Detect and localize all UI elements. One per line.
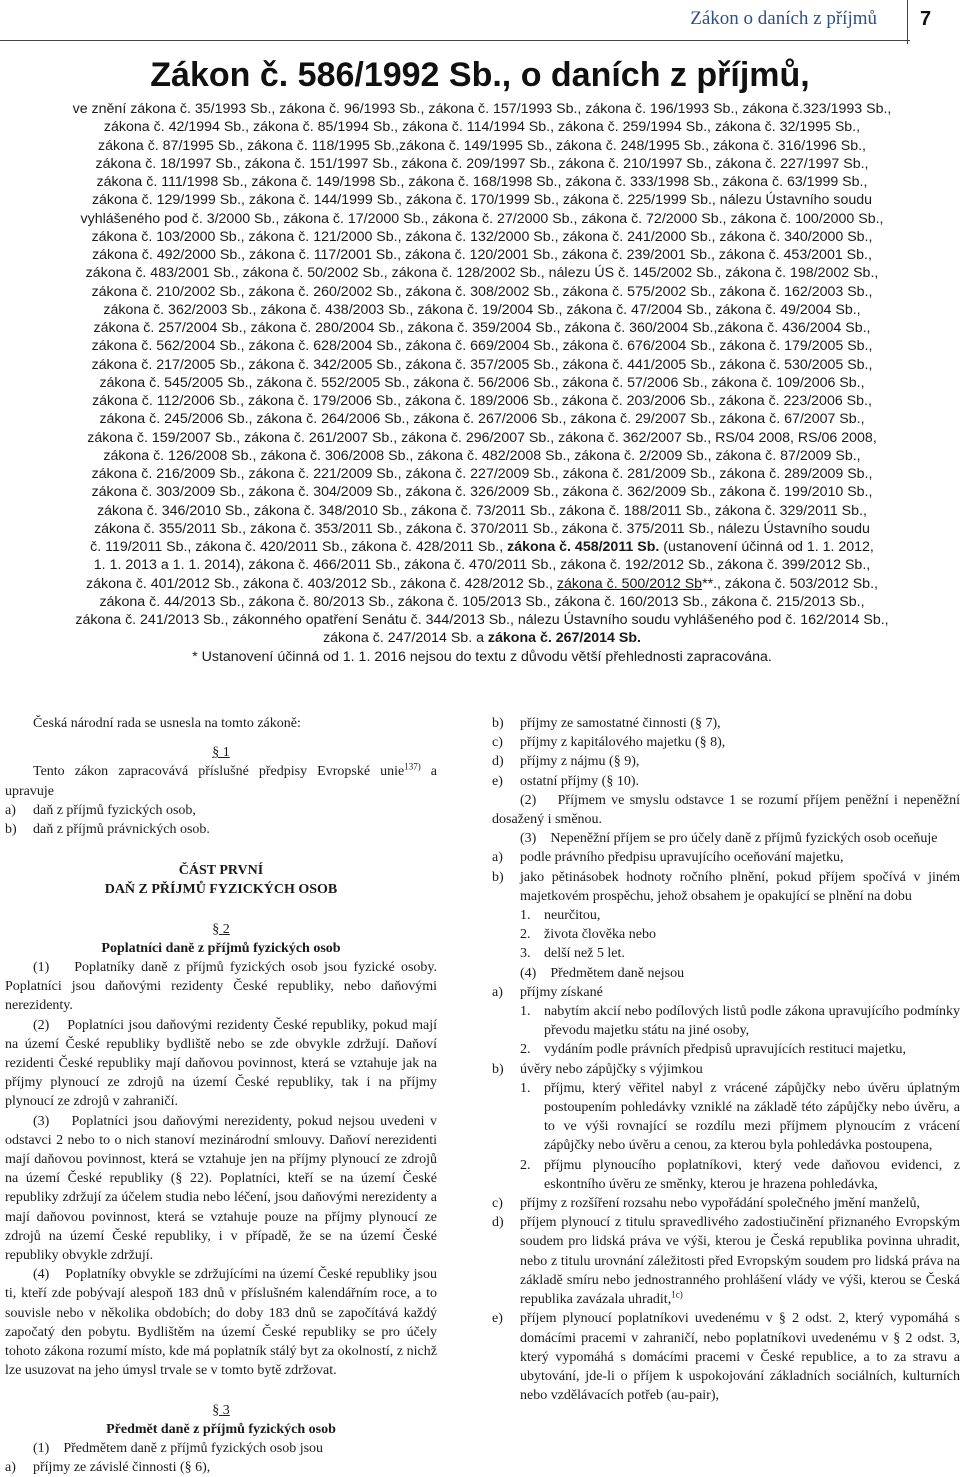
paragraph: (4) Předmětem daně nejsou [520,965,685,981]
amendment-line: zákona č. 492/2000 Sb., zákona č. 117/2001 Sb., zákona č. 120/2001 Sb., zákona č. 239/2001 Sb., zákona č. 453/2001 Sb., [92,247,872,263]
amendment-line: 1. 1. 2013 a 1. 1. 2014), zákona č. 466/2011 Sb., zákona č. 470/2011 Sb., zákona č. 192/2012 Sb., zákona č. 399/2012 Sb., [93,557,871,574]
amendment-line: č. 119/2011 Sb., zákona č. 420/2011 Sb., zákona č. 428/2011 Sb., zákona č. 458/2011 Sb. (ustanovení účinná od 1. 1. 2012, [90,539,874,555]
amendment-line: zákona č. 545/2005 Sb., zákona č. 552/2005 Sb., zákona č. 56/2006 Sb., zákona č. 57/2006 Sb., zákona č. 109/2006 Sb., [99,374,865,391]
amendment-line: zákona č. 562/2004 Sb., zákona č. 628/2004 Sb., zákona č. 669/2004 Sb., zákona č. 676/2004 Sb., zákona č. 179/2005 Sb., [91,338,873,355]
section-2-title: Poplatníci daně z příjmů fyzických osob [101,940,341,956]
sub-item: 2. života člověka nebo [520,927,656,943]
amendment-line: zákona č. 18/1997 Sb., zákona č. 151/1997 Sb., zákona č. 209/1997 Sb., zákona č. 210/1997 Sb., zákona č. 227/1997 Sb., [95,155,869,172]
amendment-line: zákona č. 217/2005 Sb., zákona č. 342/2005 Sb., zákona č. 357/2005 Sb., zákona č. 441/2005 Sb., zákona č. 530/2005 Sb., [91,356,873,373]
list-item: b) příjmy ze samostatné činnosti (§ 7), [492,716,721,731]
amendment-line: * Ustanovení účinná od 1. 1. 2016 nejsou do textu z důvodu větší přehlednosti zapracována. [192,648,772,665]
amendment-line: zákona č. 346/2010 Sb., zákona č. 348/2010 Sb., zákona č. 73/2011 Sb., zákona č. 188/2011 Sb., zákona č. 329/2011 Sb., [97,502,867,519]
amendment-line: zákona č. 247/2014 Sb. a zákona č. 267/2014 Sb. [323,630,641,647]
amendment-line: zákona č. 87/1995 Sb., zákona č. 118/1995 Sb.,zákona č. 149/1995 Sb., zákona č. 248/1995 Sb., zákona č. 316/1996 Sb., [98,137,866,154]
amendment-line: zákona č. 42/1994 Sb., zákona č. 85/1994 Sb., zákona č. 114/1994 Sb., zákona č. 259/1994 Sb., zákona č. 32/1995 Sb., [103,119,861,136]
sub-item: 3. delší než 5 let. [520,946,625,962]
list-item: a) příjmy získané [492,984,603,1000]
amendment-line: zákona č. 126/2008 Sb., zákona č. 306/2008 Sb., zákona č. 482/2008 Sb., zákona č. 2/2009 Sb., zákona č. 87/2009 Sb., [103,447,861,464]
amendment-line: zákona č. 303/2009 Sb., zákona č. 304/2009 Sb., zákona č. 326/2009 Sb., zákona č. 362/2009 Sb., zákona č. 199/2010 Sb., [91,484,873,501]
amendment-line: zákona č. 111/1998 Sb., zákona č. 149/1998 Sb., zákona č. 168/1998 Sb., zákona č. 333/1998 Sb., zákona č. 63/1999 Sb., [96,174,868,190]
amendment-line: zákona č. 210/2002 Sb., zákona č. 260/2002 Sb., zákona č. 308/2002 Sb., zákona č. 575/2002 Sb., zákona č. 162/2003 Sb., [91,283,873,300]
list-item: d) příjmy z nájmu (§ 9), [492,754,640,770]
section-3-title: Předmět daně z příjmů fyzických osob [106,1421,336,1437]
amendment-line: zákona č. 103/2000 Sb., zákona č. 121/2000 Sb., zákona č. 132/2000 Sb., zákona č. 241/2000 Sb., zákona č. 340/2000 Sb., [91,228,873,245]
paragraph: (2) Poplatníci jsou daňovými rezidenty České republiky, pokud mají na území České republiky bydliště nebo se zde obvykle zdržují. Daňoví rezidenti České republiky mají daňovou povinnost, která se vztahuje jak na příjmy plynoucí ze zdrojů na území České republiky, tak i na příjmy plynoucí ze zdrojů v zahraničí. [5,1017,437,1110]
sub-item: 2. příjmu plynoucího poplatníkovi, který vede daňovou evidenci, z eskontního úvěru ze směnky, kterou je hrazena pohledávka, [520,1157,960,1192]
list-item: e) příjem plynoucí poplatníkovi uvedenému v § 2 odst. 2, který vypomáhá s domácími pracemi v zahraničí, nebo poplatníkovi uvedenému v § 2 odst. 3, který vypomáhá s domácími pracemi v České republice, a to za stravu a ubytování, jde-li o příjem k uspokojování základních sociálních, kulturních nebo vzdělávacích potřeb (au-pair), [492,1311,960,1404]
amendments-list [38,100,926,666]
list-item: c) příjmy z rozšíření rozsahu nebo vypořádání společného jmění manželů, [492,1196,921,1212]
paragraph: (1) Poplatníky daně z příjmů fyzických osob jsou fyzické osoby. Poplatníci jsou daňovými rezidenty České republiky, nebo daňovými nerezidenty. [5,960,437,1014]
amendment-line: vyhlášeného pod č. 3/2000 Sb., zákona č. 17/2000 Sb., zákona č. 27/2000 Sb., zákona č. 72/2000 Sb., zákona č. 100/2000 Sb., [80,210,884,227]
footnote-ref: 137) [404,761,421,772]
list-item: d) příjem plynoucí z titulu spravedlivého zadostiučinění přiznaného Evropským soudem pro lidská práva ve výši, kterou je Česká republika povinna uhradit, nebo z titulu urovnání záležitosti před Evropským soudem pro lidská práva na základě smíru nebo jednostranného prohlášení vlády ve výši, kterou se Česká republika zavázala uhradit,$^{1c)}$ [492,1215,960,1308]
amendment-line: zákona č. 257/2004 Sb., zákona č. 280/2004 Sb., zákona č. 359/2004 Sb., zákona č. 360/2004 Sb.,zákona č. 436/2004 Sb., [93,320,871,336]
list-item: e) ostatní příjmy (§ 10). [492,773,639,789]
sub-item: 2. vydáním podle právních předpisů upravujících restituci majetku, [520,1042,906,1058]
amendment-line: zákona č. 129/1999 Sb., zákona č. 144/1999 Sb., zákona č. 170/1999 Sb., zákona č. 225/1999 Sb., nálezu Ústavního soudu [91,192,873,209]
running-header-title: Zákon o daních z příjmů [690,8,877,29]
paragraph: (3) Poplatníci jsou daňovými nerezidenty, pokud nejsou uvedeni v odstavci 2 nebo to o nich stanoví mezinárodní smlouvy. Daňoví nerezidenti mají daňovou povinnost, která se vztahuje jen na příjmy plynoucí ze zdrojů na území České republiky (§ 22). Poplatníci, kteří se na území České republiky zdržují za účelem studia nebo léčení, jsou daňovými nerezidenty a mají daňovou povinnost, která se vztahuje pouze na příjmy plynoucí ze zdrojů na území České republiky, i v případě, že se na území České republiky obvykle zdržují. [5,1113,437,1264]
list-item: b) úvěry nebo zápůjčky s výjimkou [492,1061,703,1077]
amendment-line: zákona č. 216/2009 Sb., zákona č. 221/2009 Sb., zákona č. 227/2009 Sb., zákona č. 281/2009 Sb., zákona č. 289/2009 Sb., [91,466,873,482]
list-item: a) podle právního předpisu upravujícího oceňování majetku, [492,850,844,866]
paragraph: (1) Předmětem daně z příjmů fyzických osob jsou [33,1440,324,1456]
list-item: a) daň z příjmů fyzických osob, [5,802,196,818]
amendment-line: zákona č. 355/2011 Sb., zákona č. 353/2011 Sb., zákona č. 370/2011 Sb., zákona č. 375/2011 Sb., nálezu Ústavního soudu [94,520,870,537]
list-item: b) daň z příjmů právnických osob. [5,822,210,838]
header-divider [907,0,908,44]
sub-item: 1. nabytím akcií nebo podílových listů podle zákona upravujícího podmínky převodu majetku státu na jiné osoby, [520,1004,960,1039]
amendment-line: zákona č. 245/2006 Sb., zákona č. 264/2006 Sb., zákona č. 267/2006 Sb., zákona č. 29/2007 Sb., zákona č. 67/2007 Sb., [99,411,865,428]
paragraph: (2) Příjmem ve smyslu odstavce 1 se rozumí příjem peněžní i nepeněžní dosažený i směnou. [492,792,960,828]
section-1-number: § 1 [212,745,230,761]
list-item: b) jako pětinásobek hodnoty ročního plnění, pokud příjem spočívá v jiném majetkovém prospěchu, jehož obsahem je opakující se plnění na dobu [492,869,960,904]
list-item: a) příjmy ze závislé činnosti (§ 6), [5,1460,211,1476]
amendment-line: ve znění zákona č. 35/1993 Sb., zákona č. 96/1993 Sb., zákona č. 157/1993 Sb., zákona č. 196/1993 Sb., zákona č.323/1993 Sb., [72,101,892,117]
section-2-number: § 2 [212,921,230,937]
list-item: c) příjmy z kapitálového majetku (§ 8), [492,735,726,751]
amendment-line: zákona č. 241/2013 Sb., zákonného opatření Senátu č. 344/2013 Sb., nálezu Ústavního soudu vyhlášeného pod č. 162/2014 Sb., [75,612,889,628]
left-column [5,714,437,1477]
part-subtitle: DAŇ Z PŘÍJMŮ FYZICKÝCH OSOB [104,882,338,898]
sub-item: 1. příjmu, který věřitel nabyl z vrácené zápůjčky nebo úvěru úplatným postoupením pohledávky vzniklé na základě této zápůjčky nebo úvěru, a to ve výši rovnající se rozdílu mezi příjmem plynoucím z vrácení zápůjčky nebo úvěru a cenou, za kterou byla pohledávka postoupena, [520,1080,960,1154]
amendment-line: zákona č. 362/2003 Sb., zákona č. 438/2003 Sb., zákona č. 19/2004 Sb., zákona č. 47/2004 Sb., zákona č. 49/2004 Sb., [103,301,861,318]
part-title: ČÁST PRVNÍ [178,863,264,879]
amendment-line: zákona č. 401/2012 Sb., zákona č. 403/2012 Sb., zákona č. 428/2012 Sb., zákona č. 500/2012 Sb**., zákona č. 503/2012 Sb., [86,575,878,592]
amendment-line: zákona č. 159/2007 Sb., zákona č. 261/2007 Sb., zákona č. 296/2007 Sb., zákona č. 362/2007 Sb., RS/04 2008, RS/06 2008, [87,429,877,446]
amendment-line: zákona č. 44/2013 Sb., zákona č. 80/2013 Sb., zákona č. 105/2013 Sb., zákona č. 160/2013 Sb., zákona č. 215/2013 Sb., [99,593,865,610]
paragraph: (4) Poplatníky obvykle se zdržujícími na území České republiky jsou ti, kteří zde pobývají alespoň 183 dnů v příslušném kalendářním roce, a to souvisle nebo v několika obdobích; do doby 183 dnů se započítává každý započatý den pobytu. Bydlištěm na území České republiky se pro účely tohoto zákona rozumí místo, kde má poplatník stálý byt za okolností, z nichž lze usuzovat na jeho úmysl trvale se v tomto bytě zdržovat. [5,1267,437,1379]
header-rule [0,40,910,41]
footnote-ref: 1c) [671,1289,683,1300]
right-column [492,714,960,1405]
sub-item: 1. neurčitou, [520,908,601,924]
law-title: Zákon č. 586/1992 Sb., o daních z příjmů, [150,56,810,94]
page-number: 7 [920,8,932,30]
section-1-text: Tento zákon zapracovává příslušné předpisy Evropské unie$^{137)}$ a upravuje [5,761,438,799]
section-3-number: § 3 [212,1402,230,1418]
amendment-line: zákona č. 112/2006 Sb., zákona č. 179/2006 Sb., zákona č. 189/2006 Sb., zákona č. 203/2006 Sb., zákona č. 223/2006 Sb., [92,393,872,409]
paragraph: (3) Nepeněžní příjem se pro účely daně z příjmů fyzických osob oceňuje [520,831,938,847]
enacting-clause: Česká národní rada se usnesla na tomto zákoně: [33,716,301,731]
amendment-line: zákona č. 483/2001 Sb., zákona č. 50/2002 Sb., zákona č. 128/2002 Sb., nálezu ÚS č. 145/2002 Sb., zákona č. 198/2002 Sb., [85,265,879,282]
